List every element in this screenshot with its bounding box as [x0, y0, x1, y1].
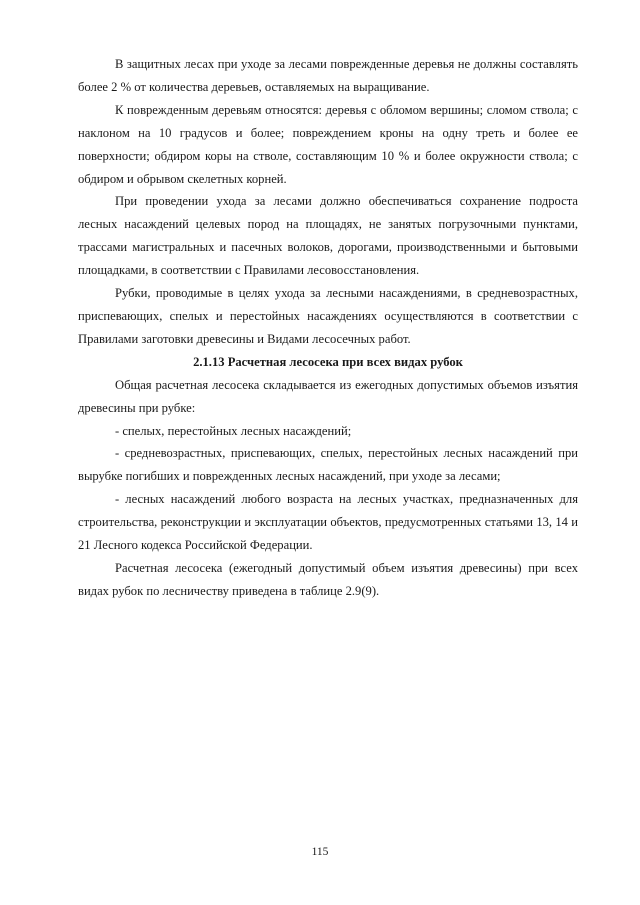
- page-number: 115: [311, 846, 329, 858]
- list-item: - спелых, перестойных лесных насаждений;: [115, 423, 352, 438]
- paragraph-undergrowth-preservation: При проведении ухода за лесами должно обеспечиваться сохранение подроста лесных насаждений целевых пород на площадях, не занятых погрузочными пунктами, трассами магистральных и пасечных волоков, дорогами, производственными и бытовыми площадками, в соответствии с Правилами лесовосстановления.: [78, 194, 578, 278]
- list-item: - лесных насаждений любого возраста на лесных участках, предназначенных для строительства, реконструкции и эксплуатации объектов, предусмотренных статьями 13, 14 и 21 Лесного кодекса Российской Федерации.: [78, 492, 578, 553]
- paragraph-thinning-rules: Рубки, проводимые в целях ухода за лесными насаждениями, в средневозрастных, приспевающих, спелых и перестойных насаждениях осуществляются в соответствии с Правилами заготовки древесины и Видами лесосечных работ.: [78, 286, 578, 346]
- list-item: - средневозрастных, приспевающих, спелых, перестойных лесных насаждений при вырубке погибших и поврежденных лесных насаждений, при уходе за лесами;: [78, 446, 578, 484]
- paragraph-damaged-trees-definition: К поврежденным деревьям относятся: деревья с обломом вершины; сломом ствола; с наклоном на 10 градусов и более; повреждением кроны на одну треть и более ее поверхности; обдиром коры на стволе, составляющим 10 % и более окружности ствола; с обдиром и обрывом скелетных корней.: [78, 102, 578, 186]
- section-heading: 2.1.13 Расчетная лесосека при всех видах рубок: [193, 354, 463, 369]
- body-text: [78, 53, 578, 603]
- paragraph-allowable-cut-table-ref: Расчетная лесосека (ежегодный допустимый объем изъятия древесины) при всех видах рубок по лесничеству приведена в таблице 2.9(9).: [78, 560, 578, 598]
- paragraph-allowable-cut-intro: Общая расчетная лесосека складывается из ежегодных допустимых объемов изъятия древесины при рубке:: [78, 377, 578, 415]
- paragraph-damaged-trees-limit: В защитных лесах при уходе за лесами поврежденные деревья не должны составлять более 2 % от количества деревьев, оставляемых на выращивание.: [78, 57, 578, 94]
